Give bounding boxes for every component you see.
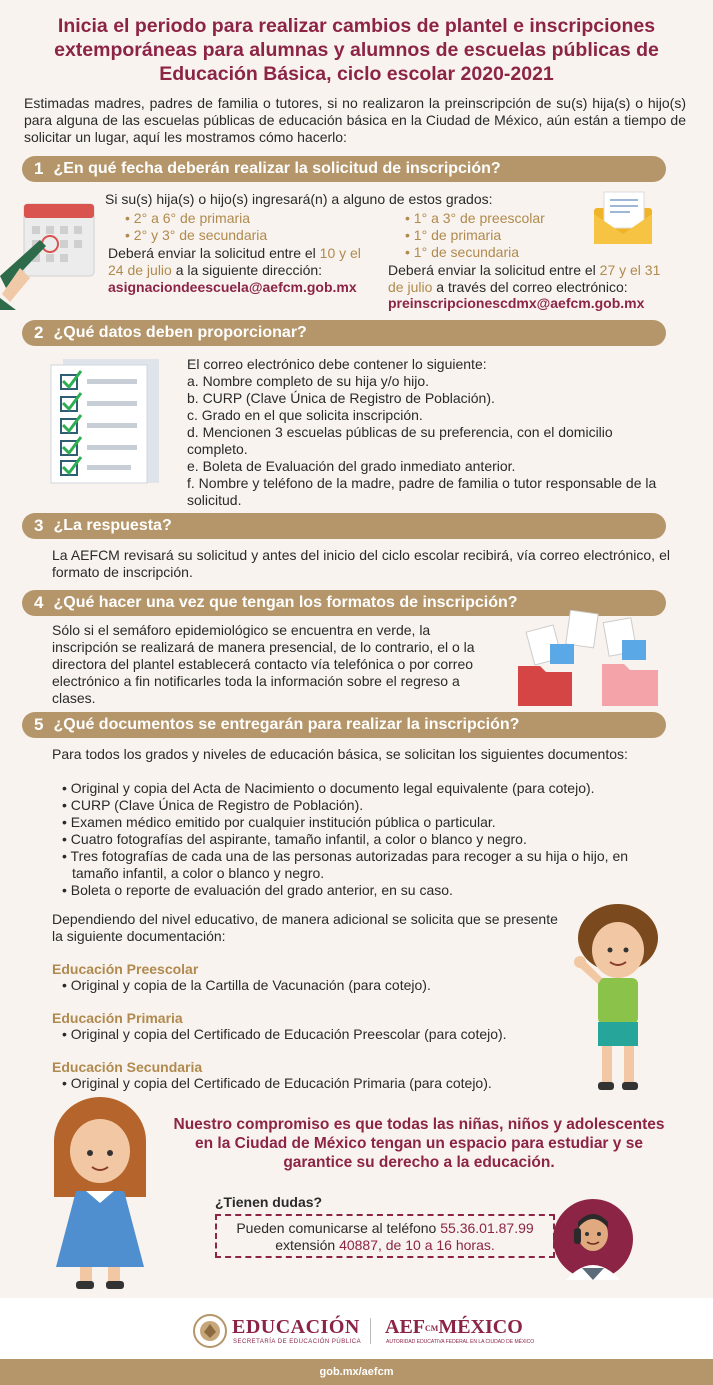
grade-item: • 2° a 6° de primaria	[125, 210, 385, 227]
level-heading: Educación Secundaria	[52, 1059, 203, 1075]
section-number: 2	[34, 323, 44, 342]
phone-support-avatar	[552, 1198, 634, 1280]
contact-text: extensión	[275, 1237, 340, 1253]
level-item: • Original y copia del Certificado de Educación Preescolar (para cotejo).	[62, 1026, 507, 1043]
data-item: b. CURP (Clave Única de Registro de Población).	[187, 390, 495, 406]
s5-lead: Para todos los grados y niveles de educación básica, se solicitan los siguientes documentos:	[52, 746, 628, 762]
document-item: • Examen médico emitido por cualquier institución pública o particular.	[52, 814, 672, 831]
section-number: 3	[34, 516, 44, 535]
aefcm-subtitle: AUTORIDAD EDUCATIVA FEDERAL EN LA CIUDAD DE MÉXICO	[386, 1339, 535, 1345]
section-heading: ¿En qué fecha deberán realizar la solicitud de inscripción?	[53, 160, 501, 177]
page-title: Inicia el periodo para realizar cambios de plantel e inscripciones extemporáneas para alumnas y alumnos de escuelas públicas de Educación Básica, ciclo escolar 2020-2021	[54, 15, 659, 85]
send-text: Deberá enviar la solicitud entre el	[388, 262, 600, 278]
checklist-icon	[45, 355, 165, 487]
aefcm-logo-part: CM	[425, 1323, 439, 1333]
s1-right-send	[388, 262, 678, 296]
section-number: 5	[34, 715, 44, 734]
section-heading: ¿Qué datos deben proporcionar?	[53, 324, 307, 341]
intro-paragraph: Estimadas madres, padres de familia o tutores, si no realizaron la preinscripción de su(s) hija(s) o hijo(s) para alguna de las escuelas públicas de educación básica en la Ciudad de México, aún están a tiempo de solicitar un lugar, aquí les mostramos cómo hacerlo:	[24, 95, 686, 145]
calendar-icon	[0, 198, 108, 310]
data-item: f. Nombre y teléfono de la madre, padre de familia o tutor responsable de la solicitud.	[187, 475, 657, 508]
aefcm-logo-part: AEF	[385, 1316, 425, 1338]
s1-left-send	[108, 245, 378, 279]
document-item: • Cuatro fotografías del aspirante, tamaño infantil, a color o blanco y negro.	[52, 831, 672, 848]
s2-content	[187, 356, 669, 509]
section-2-bar	[22, 320, 666, 346]
section-number: 1	[34, 159, 44, 178]
section-heading: ¿Qué hacer una vez que tengan los formatos de inscripción?	[53, 594, 518, 611]
section-heading: ¿Qué documentos se entregarán para realizar la inscripción?	[53, 716, 520, 733]
s5-document-list	[52, 780, 672, 899]
logo-divider	[370, 1318, 371, 1344]
envelope-icon	[590, 190, 658, 248]
boy-illustration	[568, 900, 668, 1100]
s1-right-grades	[405, 210, 605, 261]
government-seal-icon	[193, 1314, 227, 1348]
girl-illustration	[40, 1095, 160, 1295]
aefcm-logo-part: MÉXICO	[438, 1316, 523, 1338]
aefcm-logo	[385, 1316, 523, 1339]
send-text: a la siguiente dirección:	[171, 262, 323, 278]
data-item: d. Mencionen 3 escuelas públicas de su preferencia, con el domicilio completo.	[187, 424, 613, 457]
folders-icon	[510, 610, 680, 710]
level-item: • Original y copia de la Cartilla de Vacunación (para cotejo).	[62, 977, 431, 994]
data-item: e. Boleta de Evaluación del grado inmediato anterior.	[187, 458, 516, 474]
data-item: a. Nombre completo de su hija y/o hijo.	[187, 373, 430, 389]
send-text: a través del correo electrónico:	[432, 279, 628, 295]
extension-hours: 40887, de 10 a 16 horas.	[339, 1237, 495, 1253]
section-1-bar	[22, 156, 666, 182]
grade-item: • 1° a 3° de preescolar	[405, 210, 605, 227]
s1-left-grades	[125, 210, 385, 244]
s4-body: Sólo si el semáforo epidemiológico se encuentra en verde, la inscripción se realizará de manera presencial, de lo contrario, el o la directora del plantel establecerá contacto vía telefónica o por correo electrónico a fin notificarles toda la información sobre el regreso a clases.	[52, 622, 475, 706]
footer-url[interactable]: gob.mx/aefcm	[0, 1359, 713, 1385]
level-heading: Educación Preescolar	[52, 961, 199, 977]
contact-box	[215, 1214, 555, 1258]
grade-item: • 1° de primaria	[405, 227, 605, 244]
s5-additional: Dependiendo del nivel educativo, de manera adicional se solicita que se presente la siguiente documentación:	[52, 911, 558, 944]
section-3-bar	[22, 513, 666, 539]
s3-body: La AEFCM revisará su solicitud y antes del inicio del ciclo escolar recibirá, vía correo electrónico, el formato de inscripción.	[52, 547, 670, 580]
document-item: • CURP (Clave Única de Registro de Población).	[52, 797, 672, 814]
level-heading: Educación Primaria	[52, 1010, 183, 1026]
doubts-title: ¿Tienen dudas?	[215, 1194, 323, 1210]
document-item: • Original y copia del Acta de Nacimiento o documento legal equivalente (para cotejo).	[52, 780, 672, 797]
right-email-link[interactable]: preinscripcionescdmx@aefcm.gob.mx	[388, 295, 645, 311]
contact-text: Pueden comunicarse al teléfono	[236, 1220, 441, 1236]
send-text: Deberá enviar la solicitud entre el	[108, 245, 320, 261]
educacion-logo: EDUCACIÓN	[232, 1316, 360, 1338]
data-item: c. Grado en el que solicita inscripción.	[187, 407, 423, 423]
section-heading: ¿La respuesta?	[53, 517, 172, 534]
s1-lead: Si su(s) hija(s) o hijo(s) ingresará(n) a alguno de estos grados:	[105, 191, 493, 207]
section-number: 4	[34, 593, 44, 612]
section-5-bar	[22, 712, 666, 738]
left-email-link[interactable]: asignaciondeescuela@aefcm.gob.mx	[108, 279, 357, 295]
document-item: • Boleta o reporte de evaluación del grado anterior, en su caso.	[52, 882, 672, 899]
dates-text: 10 y el 24 de julio	[108, 245, 361, 278]
phone-number[interactable]: 55.36.01.87.99	[440, 1220, 534, 1236]
dates-text: 27 y el 31 de julio	[388, 262, 661, 295]
s2-lead: El correo electrónico debe contener lo siguiente:	[187, 356, 487, 372]
grade-item: • 1° de secundaria	[405, 244, 605, 261]
educacion-subtitle: SECRETARÍA DE EDUCACIÓN PÚBLICA	[233, 1339, 362, 1345]
document-item: • Tres fotografías de cada una de las personas autorizadas para recoger a su hija o hijo, en tamaño infantil, a color o blanco y negro.	[52, 848, 672, 882]
grade-item: • 2° y 3° de secundaria	[125, 227, 385, 244]
level-item: • Original y copia del Certificado de Educación Primaria (para cotejo).	[62, 1075, 492, 1092]
commitment-statement: Nuestro compromiso es que todas las niñas, niños y adolescentes en la Ciudad de México tengan un espacio para estudiar y se garantice su derecho a la educación.	[173, 1116, 665, 1171]
